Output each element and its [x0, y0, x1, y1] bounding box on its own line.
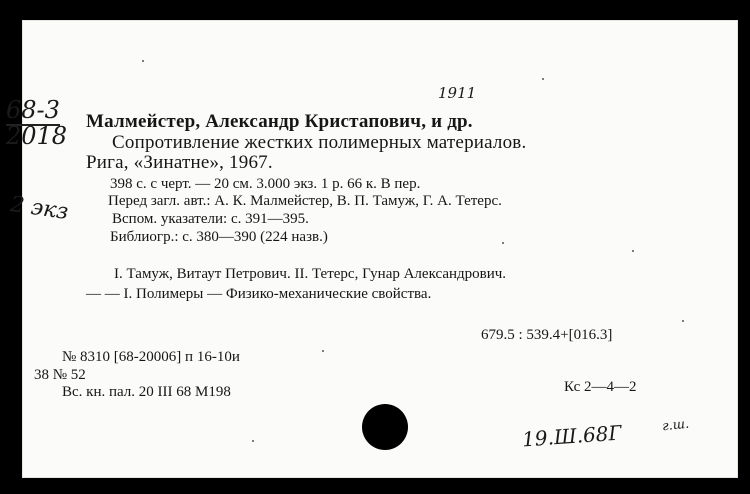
speck	[252, 440, 254, 442]
title-line-2: Рига, «Зинатне», 1967.	[86, 152, 273, 173]
collation: 398 с. с черт. — 20 см. 3.000 экз. 1 р. 66 к. В пер.	[110, 176, 421, 192]
copies-note: 2 экз	[8, 192, 70, 225]
tracing-line-1: I. Тамуж, Витаут Петрович. II. Тетерс, Гунар Александрович.	[114, 266, 507, 282]
note-bibliography: Библиогр.: с. 380—390 (224 назв.)	[110, 229, 328, 245]
note-authors: Перед загл. авт.: А. К. Малмейстер, В. П. Тамуж, Г. А. Тетерс.	[108, 193, 502, 209]
handwritten-number: 1911	[438, 84, 477, 102]
number-52: 38 № 52	[34, 367, 86, 383]
tracing-line-2: — — I. Полимеры — Физико-механические свойства.	[86, 286, 432, 302]
speck	[322, 350, 324, 352]
author-heading: Малмейстер, Александр Кристапович, и др.	[86, 111, 473, 132]
punch-hole	[362, 404, 408, 450]
note-index: Вспом. указатели: с. 391—395.	[112, 211, 309, 227]
order-number: № 8310 [68-20006] п 16-10и	[62, 349, 240, 365]
shelf-mark-bottom: 2018	[6, 122, 68, 150]
title-line-1: Сопротивление жестких полимерных материалов.	[112, 132, 527, 153]
catalog-card	[6, 20, 738, 478]
speck	[682, 320, 684, 322]
shelf-mark-top: 68-3	[6, 96, 60, 124]
speck	[502, 242, 504, 244]
speck	[632, 250, 634, 252]
speck	[542, 78, 544, 80]
publication-info: Вс. кн. пал. 20 III 68 М198	[62, 384, 231, 400]
inventory-number: 19.Ш.68Г	[521, 420, 623, 452]
inventory-suffix: г.ш.	[661, 416, 690, 435]
kc-code: Кс 2—4—2	[564, 379, 637, 395]
classification-index: 679.5 : 539.4+[016.3]	[481, 327, 613, 343]
speck	[142, 60, 144, 62]
